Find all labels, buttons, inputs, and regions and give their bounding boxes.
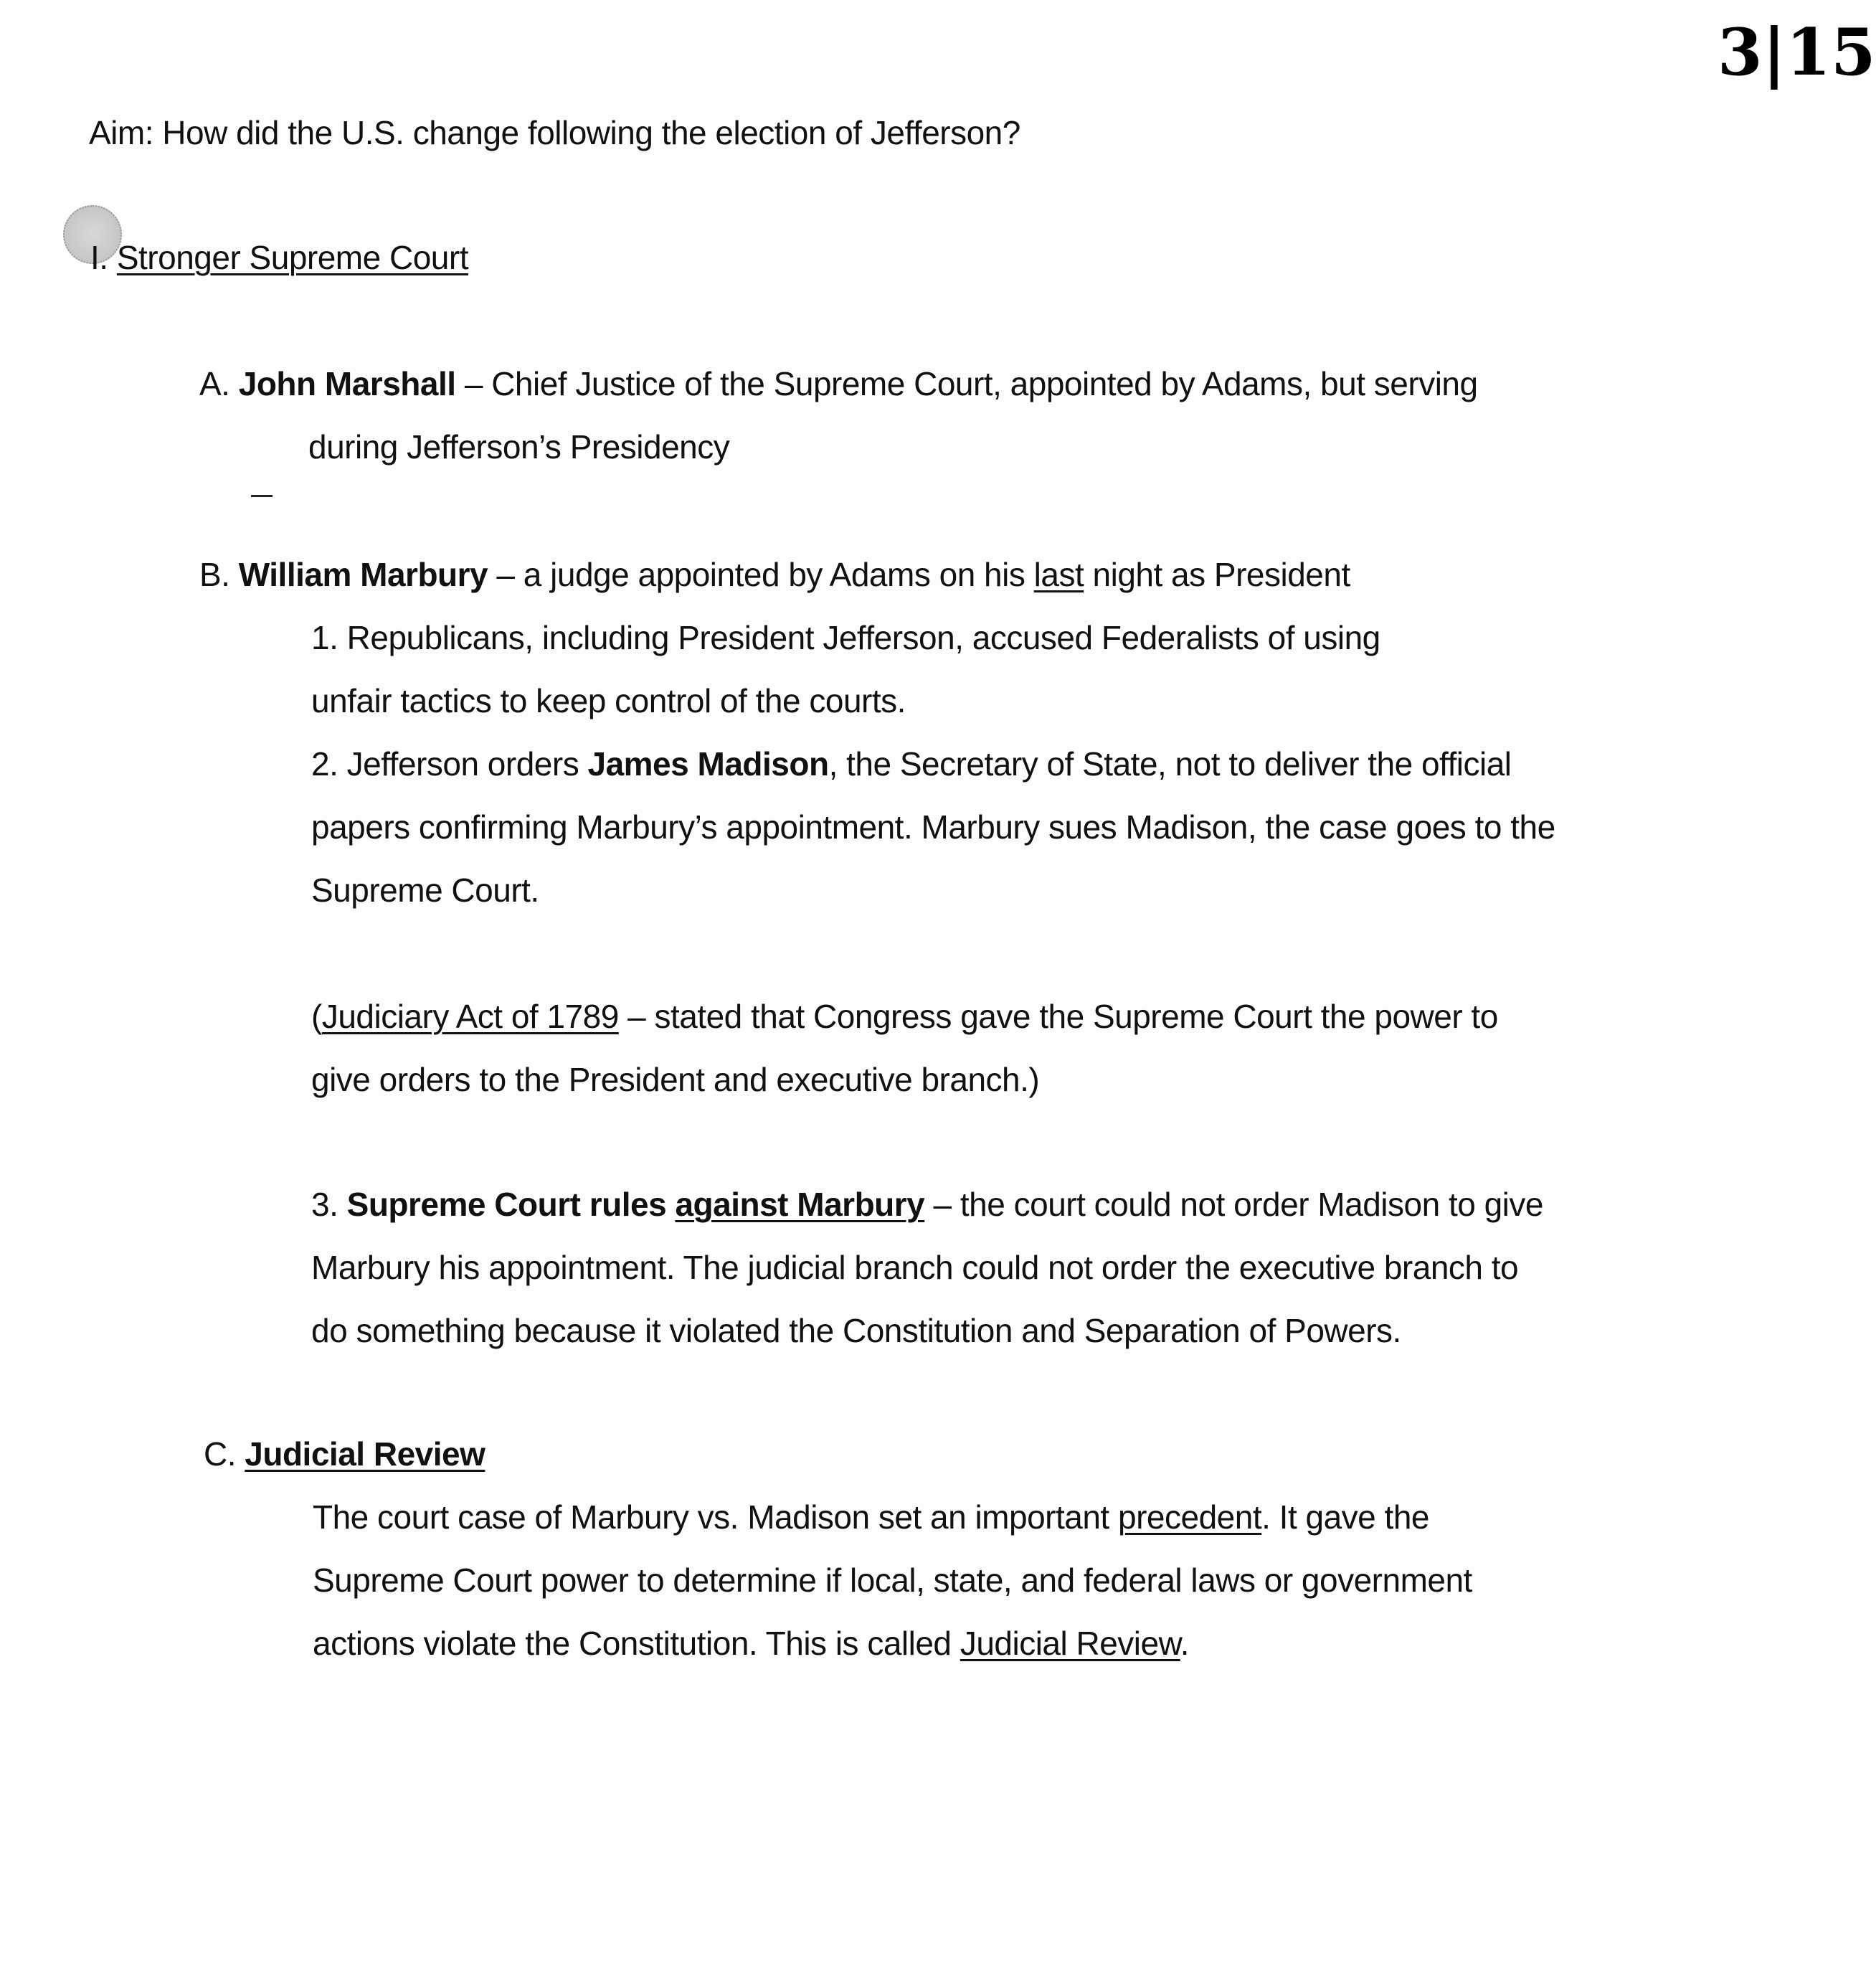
item-b-text: – a judge appointed by Adams on his — [488, 556, 1034, 593]
point-2-line1 — [311, 745, 1512, 783]
item-a-term: John Marshall — [238, 365, 456, 402]
point-1-line2: unfair tactics to keep control of the courts. — [311, 682, 906, 719]
point-1-line1: 1. Republicans, including President Jefferson, accused Federalists of using — [311, 619, 1380, 656]
item-b-underlined: last — [1033, 556, 1084, 593]
point-2-text-end: , the Secretary of State, not to deliver the official — [828, 745, 1512, 783]
item-a-text: – Chief Justice of the Supreme Court, appointed by Adams, but serving — [455, 365, 1478, 402]
point-3-bold: Supreme Court rules — [346, 1186, 676, 1223]
item-a-line1 — [199, 367, 1478, 400]
point-2-term: James Madison — [587, 745, 829, 783]
handwritten-page-mark: 3|15 — [1718, 14, 1876, 90]
aim-line: Aim: How did the U.S. change following the election of Jefferson? — [89, 114, 1020, 151]
item-c-text-end: . It gave the — [1261, 1498, 1429, 1536]
item-c-heading — [204, 1435, 485, 1473]
item-b-label: B. — [199, 556, 230, 593]
item-c-precedent: precedent — [1118, 1498, 1262, 1536]
item-c-judicial-review: Judicial Review — [960, 1625, 1180, 1662]
item-c-line1 — [313, 1498, 1429, 1536]
point-3-line3: do something because it violated the Constitution and Separation of Powers. — [311, 1312, 1401, 1349]
point-2-line3: Supreme Court. — [311, 871, 539, 909]
item-b-term: William Marbury — [238, 556, 488, 593]
point-3-bold-underlined: against Marbury — [675, 1186, 925, 1223]
point-3-number: 3. — [311, 1186, 347, 1223]
item-c-period: . — [1180, 1625, 1190, 1662]
point-3-line1 — [311, 1188, 1543, 1221]
point-2-text: 2. Jefferson orders — [311, 745, 588, 783]
item-c-term: Judicial Review — [245, 1435, 485, 1473]
item-c-line3 — [313, 1627, 1189, 1660]
note-text: – stated that Congress gave the Supreme Court the power to — [618, 998, 1498, 1035]
item-b-text-end: night as President — [1084, 556, 1350, 593]
item-b-line1 — [199, 558, 1350, 591]
section-heading — [90, 241, 468, 274]
item-c-text-3: actions violate the Constitution. This is called — [313, 1625, 960, 1662]
note-line2: give orders to the President and executive branch.) — [311, 1061, 1040, 1098]
point-3-line2: Marbury his appointment. The judicial branch could not order the executive branch to — [311, 1249, 1519, 1286]
item-c-text: The court case of Marbury vs. Madison set an important — [313, 1498, 1118, 1536]
note-paren: ( — [311, 998, 322, 1035]
pen-mark — [251, 495, 273, 497]
note-term: Judiciary Act of 1789 — [321, 998, 619, 1035]
item-a-line2: during Jefferson’s Presidency — [308, 428, 730, 466]
item-a-label: A. — [199, 365, 230, 402]
item-c-label: C. — [204, 1435, 236, 1473]
section-number: I. — [90, 239, 108, 276]
point-3-text: – the court could not order Madison to give — [924, 1186, 1543, 1223]
note-line1 — [311, 1000, 1498, 1033]
section-title: Stronger Supreme Court — [116, 239, 468, 276]
point-2-line2: papers confirming Marbury’s appointment. Marbury sues Madison, the case goes to the — [311, 808, 1555, 846]
item-c-line2: Supreme Court power to determine if local, state, and federal laws or government — [313, 1562, 1472, 1599]
